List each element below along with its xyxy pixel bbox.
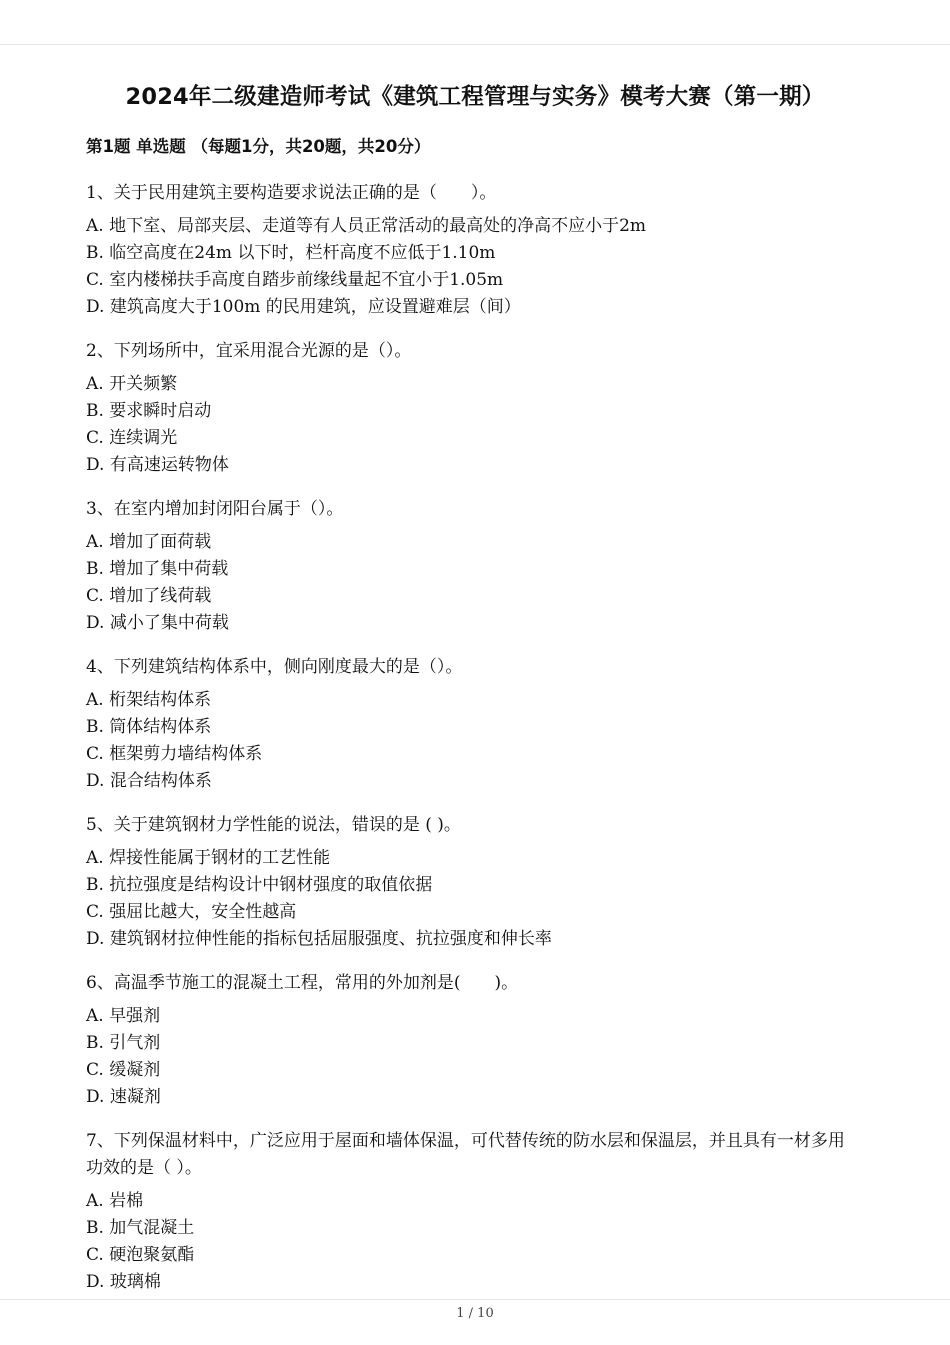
- option-b: B. 筒体结构体系: [86, 717, 212, 737]
- question-3: [86, 496, 856, 637]
- question-stem: 6、高温季节施工的混凝土工程，常用的外加剂是( )。: [86, 973, 519, 993]
- option-a: A. 焊接性能属于钢材的工艺性能: [86, 848, 331, 868]
- section-heading: 第1题 单选题 （每题1分，共20题，共20分）: [86, 137, 431, 156]
- option-b: B. 增加了集中荷载: [86, 559, 229, 579]
- question-stem: 7、下列保温材料中，广泛应用于屋面和墙体保温，可代替传统的防水层和保温层，并且具有一材多用功效的是（ ）。: [86, 1131, 845, 1178]
- option-a: A. 开关频繁: [86, 374, 178, 394]
- question-stem: 3、在室内增加封闭阳台属于（）。: [86, 499, 344, 519]
- option-a: A. 地下室、局部夹层、走道等有人员正常活动的最高处的净高不应小于2m: [86, 216, 647, 236]
- question-5: [86, 812, 856, 953]
- question-2: [86, 338, 856, 479]
- option-b: B. 加气混凝土: [86, 1218, 195, 1238]
- option-d: D. 减小了集中荷载: [86, 613, 229, 633]
- option-d: D. 建筑钢材拉伸性能的指标包括屈服强度、抗拉强度和伸长率: [86, 929, 552, 949]
- option-c: C. 强屈比越大，安全性越高: [86, 902, 297, 922]
- option-d: D. 建筑高度大于100m 的民用建筑，应设置避难层（间）: [86, 297, 521, 317]
- question-6: [86, 970, 856, 1111]
- question-stem: 5、关于建筑钢材力学性能的说法，错误的是 ( )。: [86, 815, 461, 835]
- option-b: B. 要求瞬时启动: [86, 401, 212, 421]
- document-title: 2024年二级建造师考试《建筑工程管理与实务》模考大赛（第一期）: [125, 84, 825, 110]
- page-indicator: 1 / 10: [456, 1306, 494, 1321]
- option-b: B. 引气剂: [86, 1033, 161, 1053]
- option-a: A. 桁架结构体系: [86, 690, 212, 710]
- question-stem: 4、下列建筑结构体系中，侧向刚度最大的是（）。: [86, 657, 463, 677]
- option-c: C. 室内楼梯扶手高度自踏步前缘线量起不宜小于1.05m: [86, 270, 504, 290]
- option-a: A. 早强剂: [86, 1006, 161, 1026]
- option-c: C. 缓凝剂: [86, 1060, 161, 1080]
- option-b: B. 抗拉强度是结构设计中钢材强度的取值依据: [86, 875, 433, 895]
- option-d: D. 速凝剂: [86, 1087, 161, 1107]
- option-c: C. 框架剪力墙结构体系: [86, 744, 263, 764]
- option-d: D. 玻璃棉: [86, 1272, 161, 1292]
- option-c: C. 硬泡聚氨酯: [86, 1245, 195, 1265]
- question-stem: 2、下列场所中，宜采用混合光源的是（）。: [86, 341, 412, 361]
- option-c: C. 连续调光: [86, 428, 178, 448]
- question-7: [86, 1128, 856, 1296]
- option-c: C. 增加了线荷载: [86, 586, 212, 606]
- option-a: A. 增加了面荷载: [86, 532, 212, 552]
- question-stem: 1、关于民用建筑主要构造要求说法正确的是（ ）。: [86, 183, 497, 203]
- option-d: D. 有高速运转物体: [86, 455, 229, 475]
- option-a: A. 岩棉: [86, 1191, 144, 1211]
- question-1: [86, 180, 856, 321]
- question-4: [86, 654, 856, 795]
- option-d: D. 混合结构体系: [86, 771, 212, 791]
- option-b: B. 临空高度在24m 以下时，栏杆高度不应低于1.10m: [86, 243, 496, 263]
